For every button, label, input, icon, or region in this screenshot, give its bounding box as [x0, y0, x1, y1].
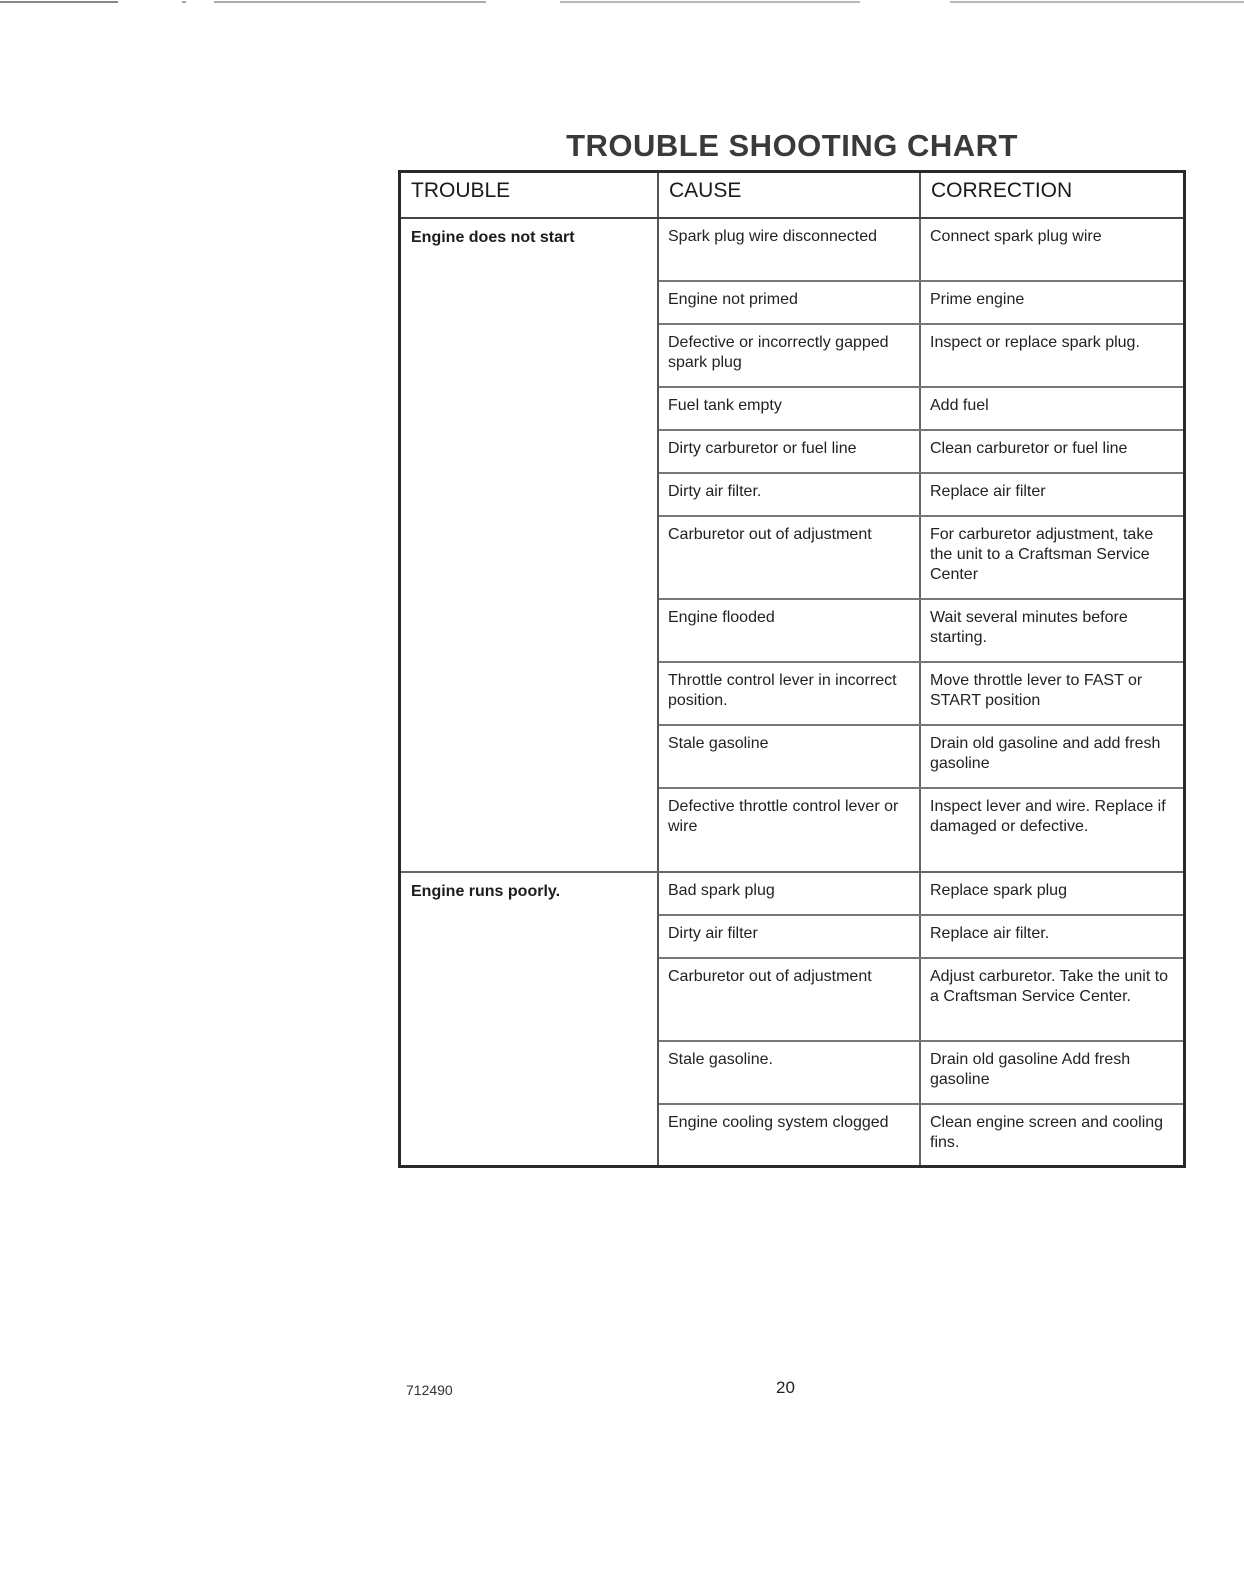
trouble-group-runs-poorly: [401, 873, 1183, 1165]
cause-cell: Carburetor out of adjustment: [659, 959, 921, 1040]
correction-cell: Move throttle lever to FAST or START position: [930, 672, 1143, 709]
cause-cell: Stale gasoline.: [659, 1042, 921, 1103]
correction-cell: Clean engine screen and cooling fins.: [930, 1114, 1164, 1151]
header-trouble: TROUBLE: [401, 173, 659, 217]
table-row: [659, 789, 1183, 871]
correction-cell: Connect spark plug wire: [930, 228, 1102, 245]
cause-cell: Dirty carburetor or fuel line: [659, 431, 921, 472]
correction-cell: Adjust carburetor. Take the unit to a Craftsman Service Center.: [930, 968, 1169, 1005]
cause-cell: Defective or incorrectly gapped spark plug: [659, 325, 921, 386]
cause-cell: Dirty air filter.: [659, 474, 921, 515]
model-number: 712490: [406, 1382, 453, 1398]
table-row: [659, 282, 1183, 325]
correction-cell: Drain old gasoline Add fresh gasoline: [930, 1051, 1131, 1088]
correction-cell: Wait several minutes before starting.: [930, 609, 1128, 646]
scan-artifact-line: [0, 1, 1244, 3]
correction-cell: Inspect lever and wire. Replace if damaged or defective.: [930, 798, 1166, 835]
page-number: 20: [776, 1378, 795, 1397]
table-row: [659, 474, 1183, 517]
cause-cell: Throttle control lever in incorrect position.: [659, 663, 921, 724]
table-row: [659, 1105, 1183, 1165]
header-correction: CORRECTION: [931, 179, 1073, 202]
cause-cell: Fuel tank empty: [659, 388, 921, 429]
table-row: [659, 726, 1183, 789]
cause-cell: Engine not primed: [659, 282, 921, 323]
table-row: [659, 1042, 1183, 1105]
trouble-shooting-table: [398, 170, 1186, 1168]
page-title: TROUBLE SHOOTING CHART: [566, 128, 1018, 163]
trouble-group-does-not-start: [401, 219, 1183, 873]
table-header-row: [401, 173, 1183, 219]
cause-cell: Engine flooded: [659, 600, 921, 661]
cause-cell: Stale gasoline: [659, 726, 921, 787]
cause-cell: Bad spark plug: [659, 873, 921, 914]
correction-cell: Add fuel: [930, 397, 989, 414]
table-row: [659, 916, 1183, 959]
correction-cell: Replace air filter: [930, 483, 1046, 500]
table-row: [659, 219, 1183, 282]
correction-cell: Clean carburetor or fuel line: [930, 440, 1128, 457]
table-row: [659, 600, 1183, 663]
cause-cell: Defective throttle control lever or wire: [659, 789, 921, 871]
table-row: [659, 873, 1183, 916]
correction-cell: Inspect or replace spark plug.: [930, 334, 1140, 351]
table-row: [659, 959, 1183, 1042]
table-row: [659, 325, 1183, 388]
table-row: [659, 663, 1183, 726]
correction-cell: Prime engine: [930, 291, 1025, 308]
table-row: [659, 431, 1183, 474]
trouble-label: Engine does not start: [401, 219, 659, 871]
correction-cell: For carburetor adjustment, take the unit to a Craftsman Service Center: [930, 526, 1154, 583]
correction-cell: Replace spark plug: [930, 882, 1067, 899]
correction-cell: Drain old gasoline and add fresh gasoline: [930, 735, 1161, 772]
cause-cell: Engine cooling system clogged: [659, 1105, 921, 1165]
correction-cell: Replace air filter.: [930, 925, 1050, 942]
cause-cell: Carburetor out of adjustment: [659, 517, 921, 598]
cause-cell: Dirty air filter: [659, 916, 921, 957]
table-row: [659, 388, 1183, 431]
cause-cell: Spark plug wire disconnected: [659, 219, 921, 280]
header-cause: CAUSE: [659, 173, 921, 217]
trouble-label: Engine runs poorly.: [401, 873, 659, 1165]
table-row: [659, 517, 1183, 600]
